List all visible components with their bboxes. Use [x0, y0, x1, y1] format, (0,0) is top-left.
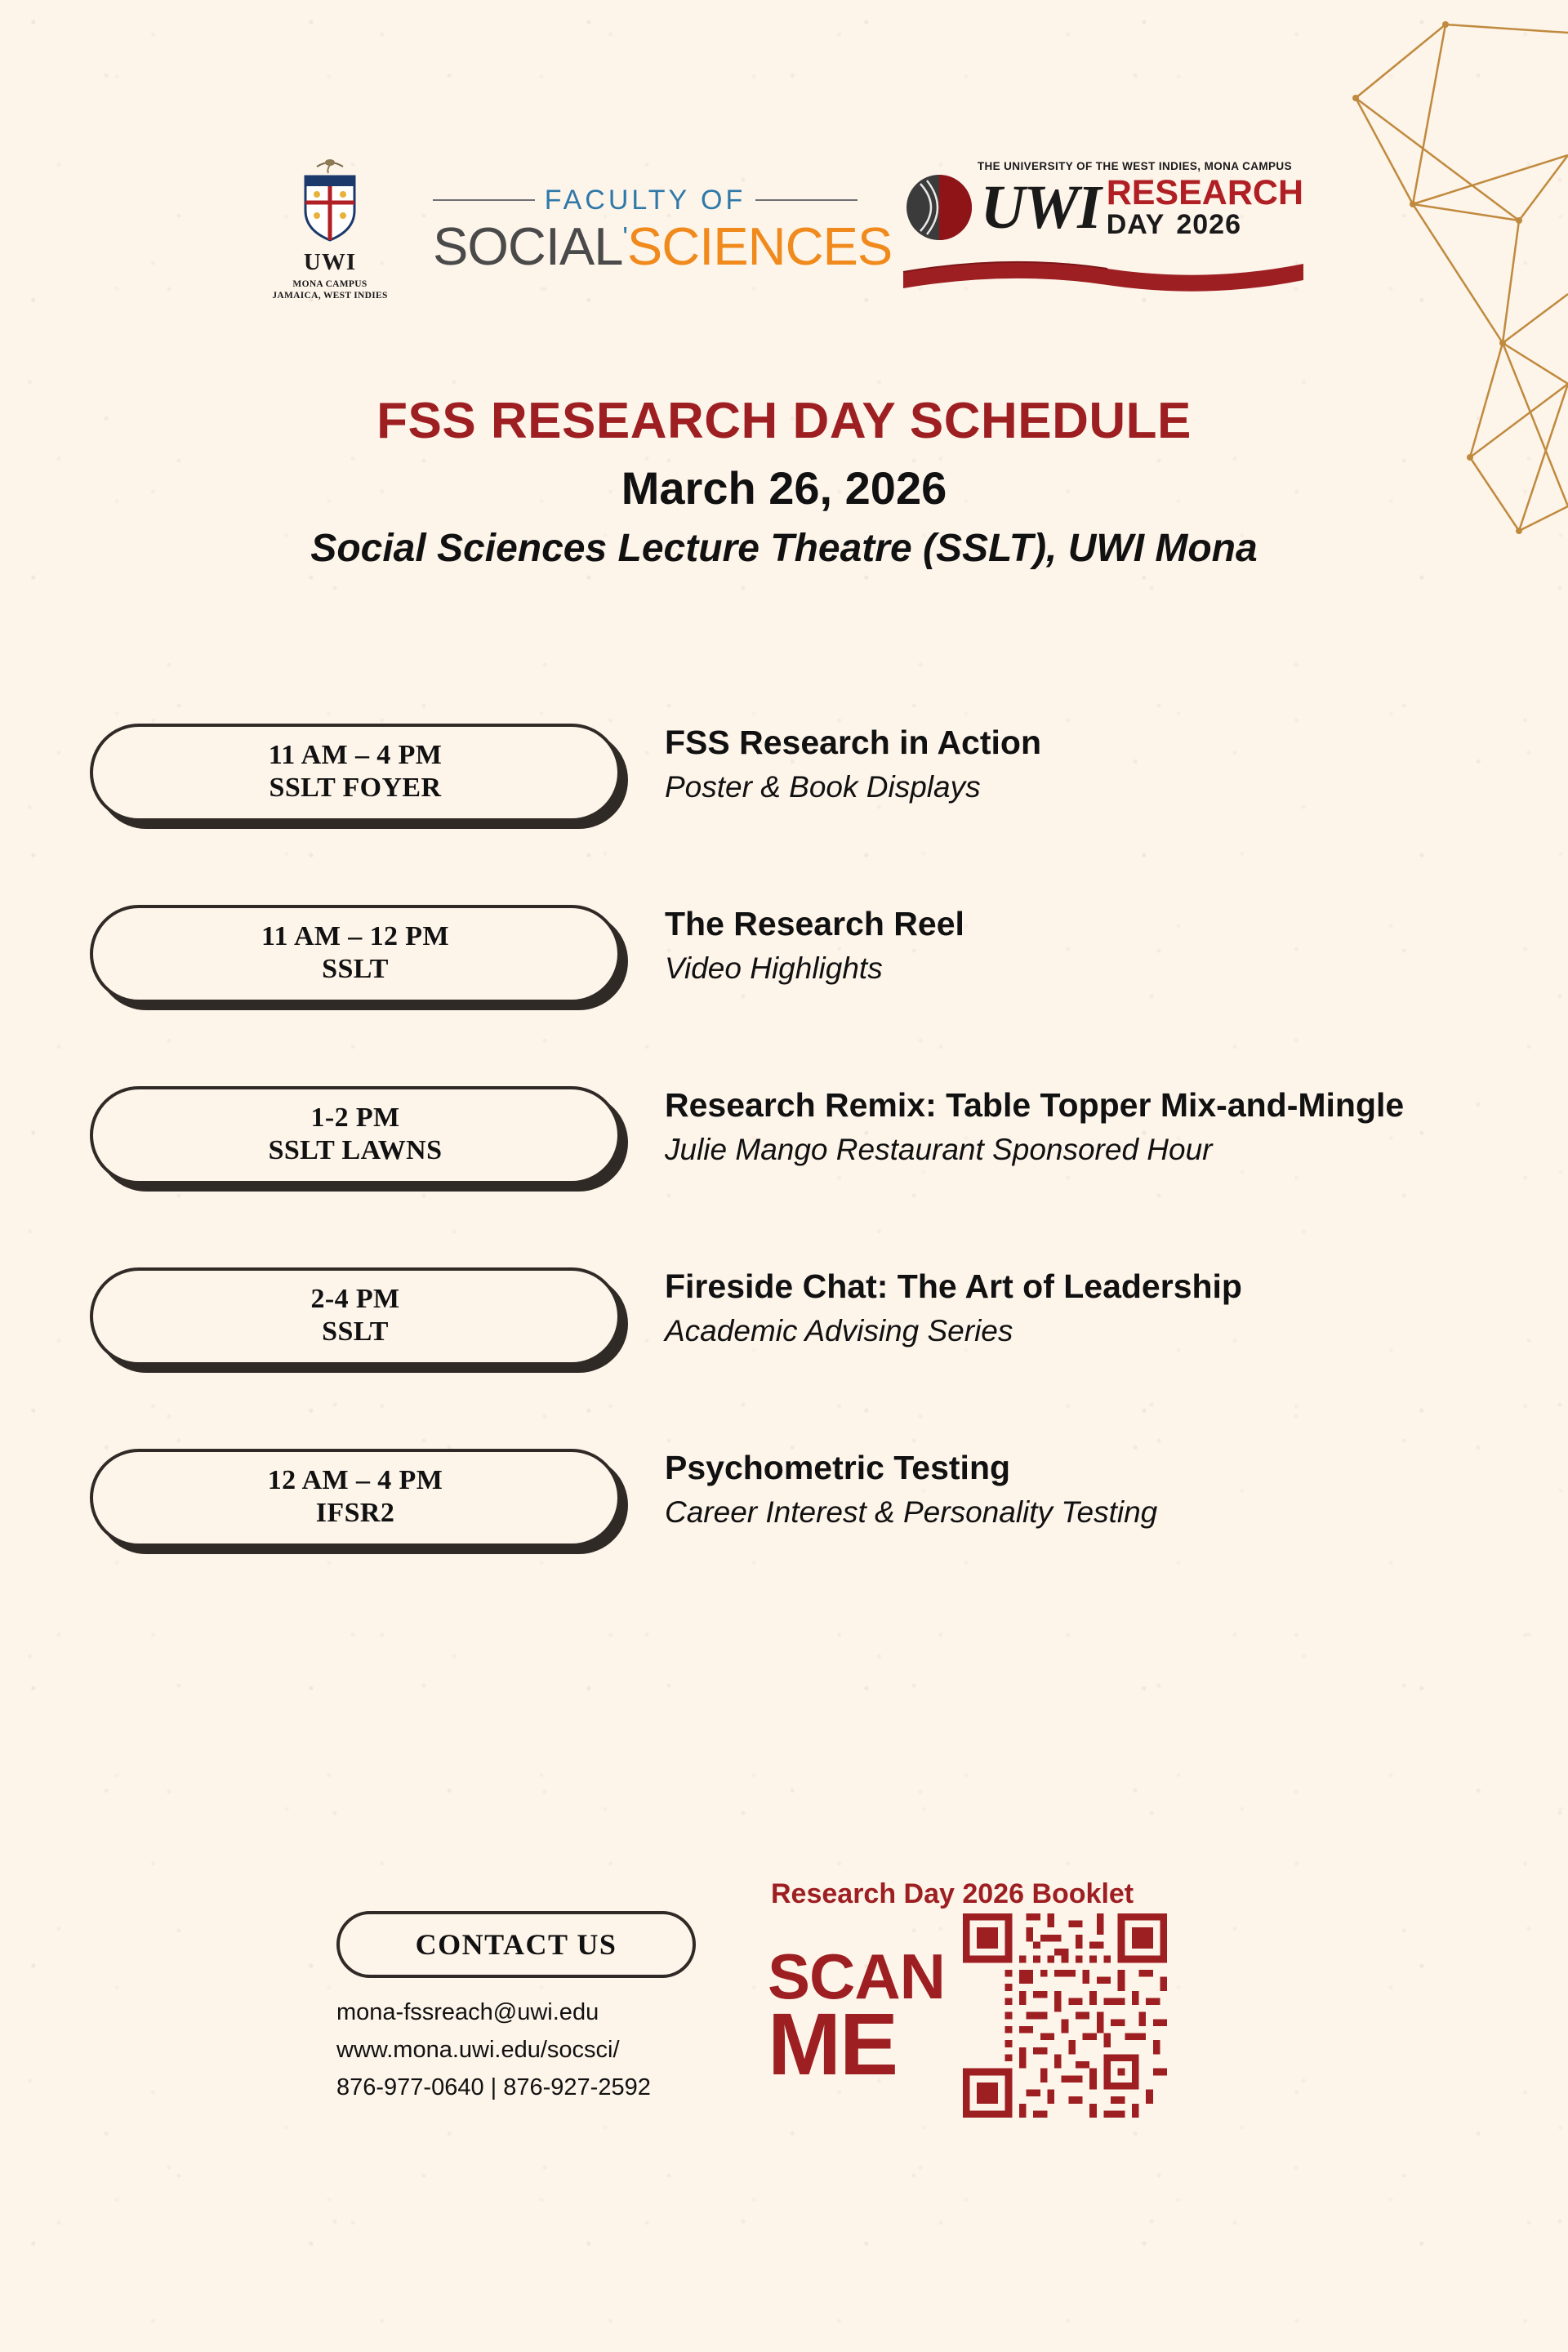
title-block — [0, 392, 1568, 571]
session-subtitle: Poster & Book Displays — [665, 769, 981, 804]
research-day-uwi: UWI — [980, 172, 1100, 242]
session-venue: SSLT — [322, 1316, 389, 1347]
logo-row — [0, 155, 1568, 302]
faculty-top-row — [433, 185, 858, 216]
session-title: Psychometric Testing — [665, 1449, 1011, 1486]
schedule-row — [90, 1444, 1494, 1547]
session-title: The Research Reel — [665, 905, 964, 942]
contact-email[interactable]: mona-fssreach@uwi.edu — [336, 1999, 599, 2025]
accent-mark-icon: ' — [622, 221, 627, 253]
contact-details — [318, 1999, 760, 2101]
research-day-textblock — [1106, 173, 1303, 241]
contact-phones: 876-977-0640 | 876-927-2592 — [336, 2074, 651, 2100]
session-time: 12 AM – 4 PM — [267, 1465, 443, 1495]
schedule-list — [90, 719, 1494, 1625]
faculty-of-label: FACULTY OF — [544, 184, 746, 216]
crest-sub-line2: JAMAICA, WEST INDIES — [272, 291, 388, 301]
schedule-row — [90, 1263, 1494, 1365]
session-venue: SSLT — [322, 954, 389, 984]
contact-column — [318, 1911, 760, 2112]
me-word: ME — [768, 1993, 897, 2093]
rule-right — [755, 199, 858, 201]
session-description — [629, 1263, 1242, 1349]
time-pill-wrap — [90, 1263, 629, 1365]
session-title: FSS Research in Action — [665, 724, 1041, 761]
session-subtitle: Career Interest & Personality Testing — [665, 1494, 1158, 1529]
schedule-row — [90, 900, 1494, 1003]
time-pill-wrap — [90, 900, 629, 1003]
qr-heading: Research Day 2026 Booklet — [771, 1878, 1134, 1909]
time-pill-wrap — [90, 1444, 629, 1547]
session-time: 11 AM – 12 PM — [261, 921, 449, 951]
time-venue-pill — [90, 1449, 621, 1547]
crest-name: UWI — [303, 249, 357, 275]
sciences-word: SCIENCES — [626, 216, 893, 276]
scan-me-text — [768, 1940, 946, 2093]
session-time: 11 AM – 4 PM — [268, 740, 443, 770]
session-title: Fireside Chat: The Art of Leadership — [665, 1267, 1242, 1305]
research-day-main-row — [895, 172, 1303, 243]
time-venue-pill — [90, 905, 621, 1003]
session-venue: SSLT FOYER — [269, 773, 442, 803]
time-venue-pill — [90, 1086, 621, 1184]
crest-shield-icon — [292, 155, 368, 243]
event-venue: Social Sciences Lecture Theatre (SSLT), UWI Mona — [310, 527, 1258, 570]
ribbon-decoration — [895, 244, 1303, 293]
page-title: FSS RESEARCH DAY SCHEDULE — [376, 393, 1192, 449]
uwi-crest-logo — [265, 155, 395, 302]
faculty-of-social-sciences-logo — [433, 184, 893, 276]
time-venue-pill — [90, 724, 621, 822]
research-day-top-line: THE UNIVERSITY OF THE WEST INDIES, MONA CAMPUS — [977, 159, 1292, 172]
time-pill-wrap — [90, 1081, 629, 1184]
scan-word: SCAN — [768, 1940, 946, 2013]
qr-column — [768, 1878, 1274, 2118]
time-pill-wrap — [90, 719, 629, 822]
research-word: RESEARCH — [1106, 173, 1303, 213]
session-title: Research Remix: Table Topper Mix-and-Mingle — [665, 1086, 1405, 1124]
rule-left — [433, 199, 535, 201]
day-word: DAY — [1106, 209, 1165, 241]
session-description — [629, 1081, 1404, 1168]
schedule-row — [90, 719, 1494, 822]
cricket-ball-icon — [904, 172, 974, 243]
session-description — [629, 900, 964, 987]
session-venue: SSLT LAWNS — [268, 1135, 443, 1165]
session-subtitle: Julie Mango Restaurant Sponsored Hour — [665, 1132, 1213, 1166]
event-date: March 26, 2026 — [621, 462, 947, 514]
time-venue-pill — [90, 1267, 621, 1365]
qr-code[interactable] — [963, 1913, 1167, 2118]
crest-sub — [265, 278, 395, 302]
session-time: 2-4 PM — [310, 1284, 400, 1314]
session-subtitle: Video Highlights — [665, 951, 883, 985]
social-word: SOCIAL — [433, 216, 623, 276]
session-time: 1-2 PM — [310, 1102, 400, 1133]
faculty-main-wordmark — [433, 216, 893, 276]
session-description — [629, 719, 1041, 805]
contact-website[interactable]: www.mona.uwi.edu/socsci/ — [336, 2037, 620, 2063]
session-description — [629, 1444, 1157, 1530]
crest-sub-line1: MONA CAMPUS — [292, 279, 368, 289]
schedule-row — [90, 1081, 1494, 1184]
footer — [0, 1878, 1568, 2246]
qr-row — [768, 1913, 1274, 2118]
year-label: 2026 — [1176, 209, 1241, 241]
contact-us-button[interactable]: CONTACT US — [336, 1911, 696, 1978]
session-venue: IFSR2 — [315, 1498, 395, 1528]
session-subtitle: Academic Advising Series — [665, 1313, 1013, 1348]
research-day-logo — [895, 160, 1303, 297]
